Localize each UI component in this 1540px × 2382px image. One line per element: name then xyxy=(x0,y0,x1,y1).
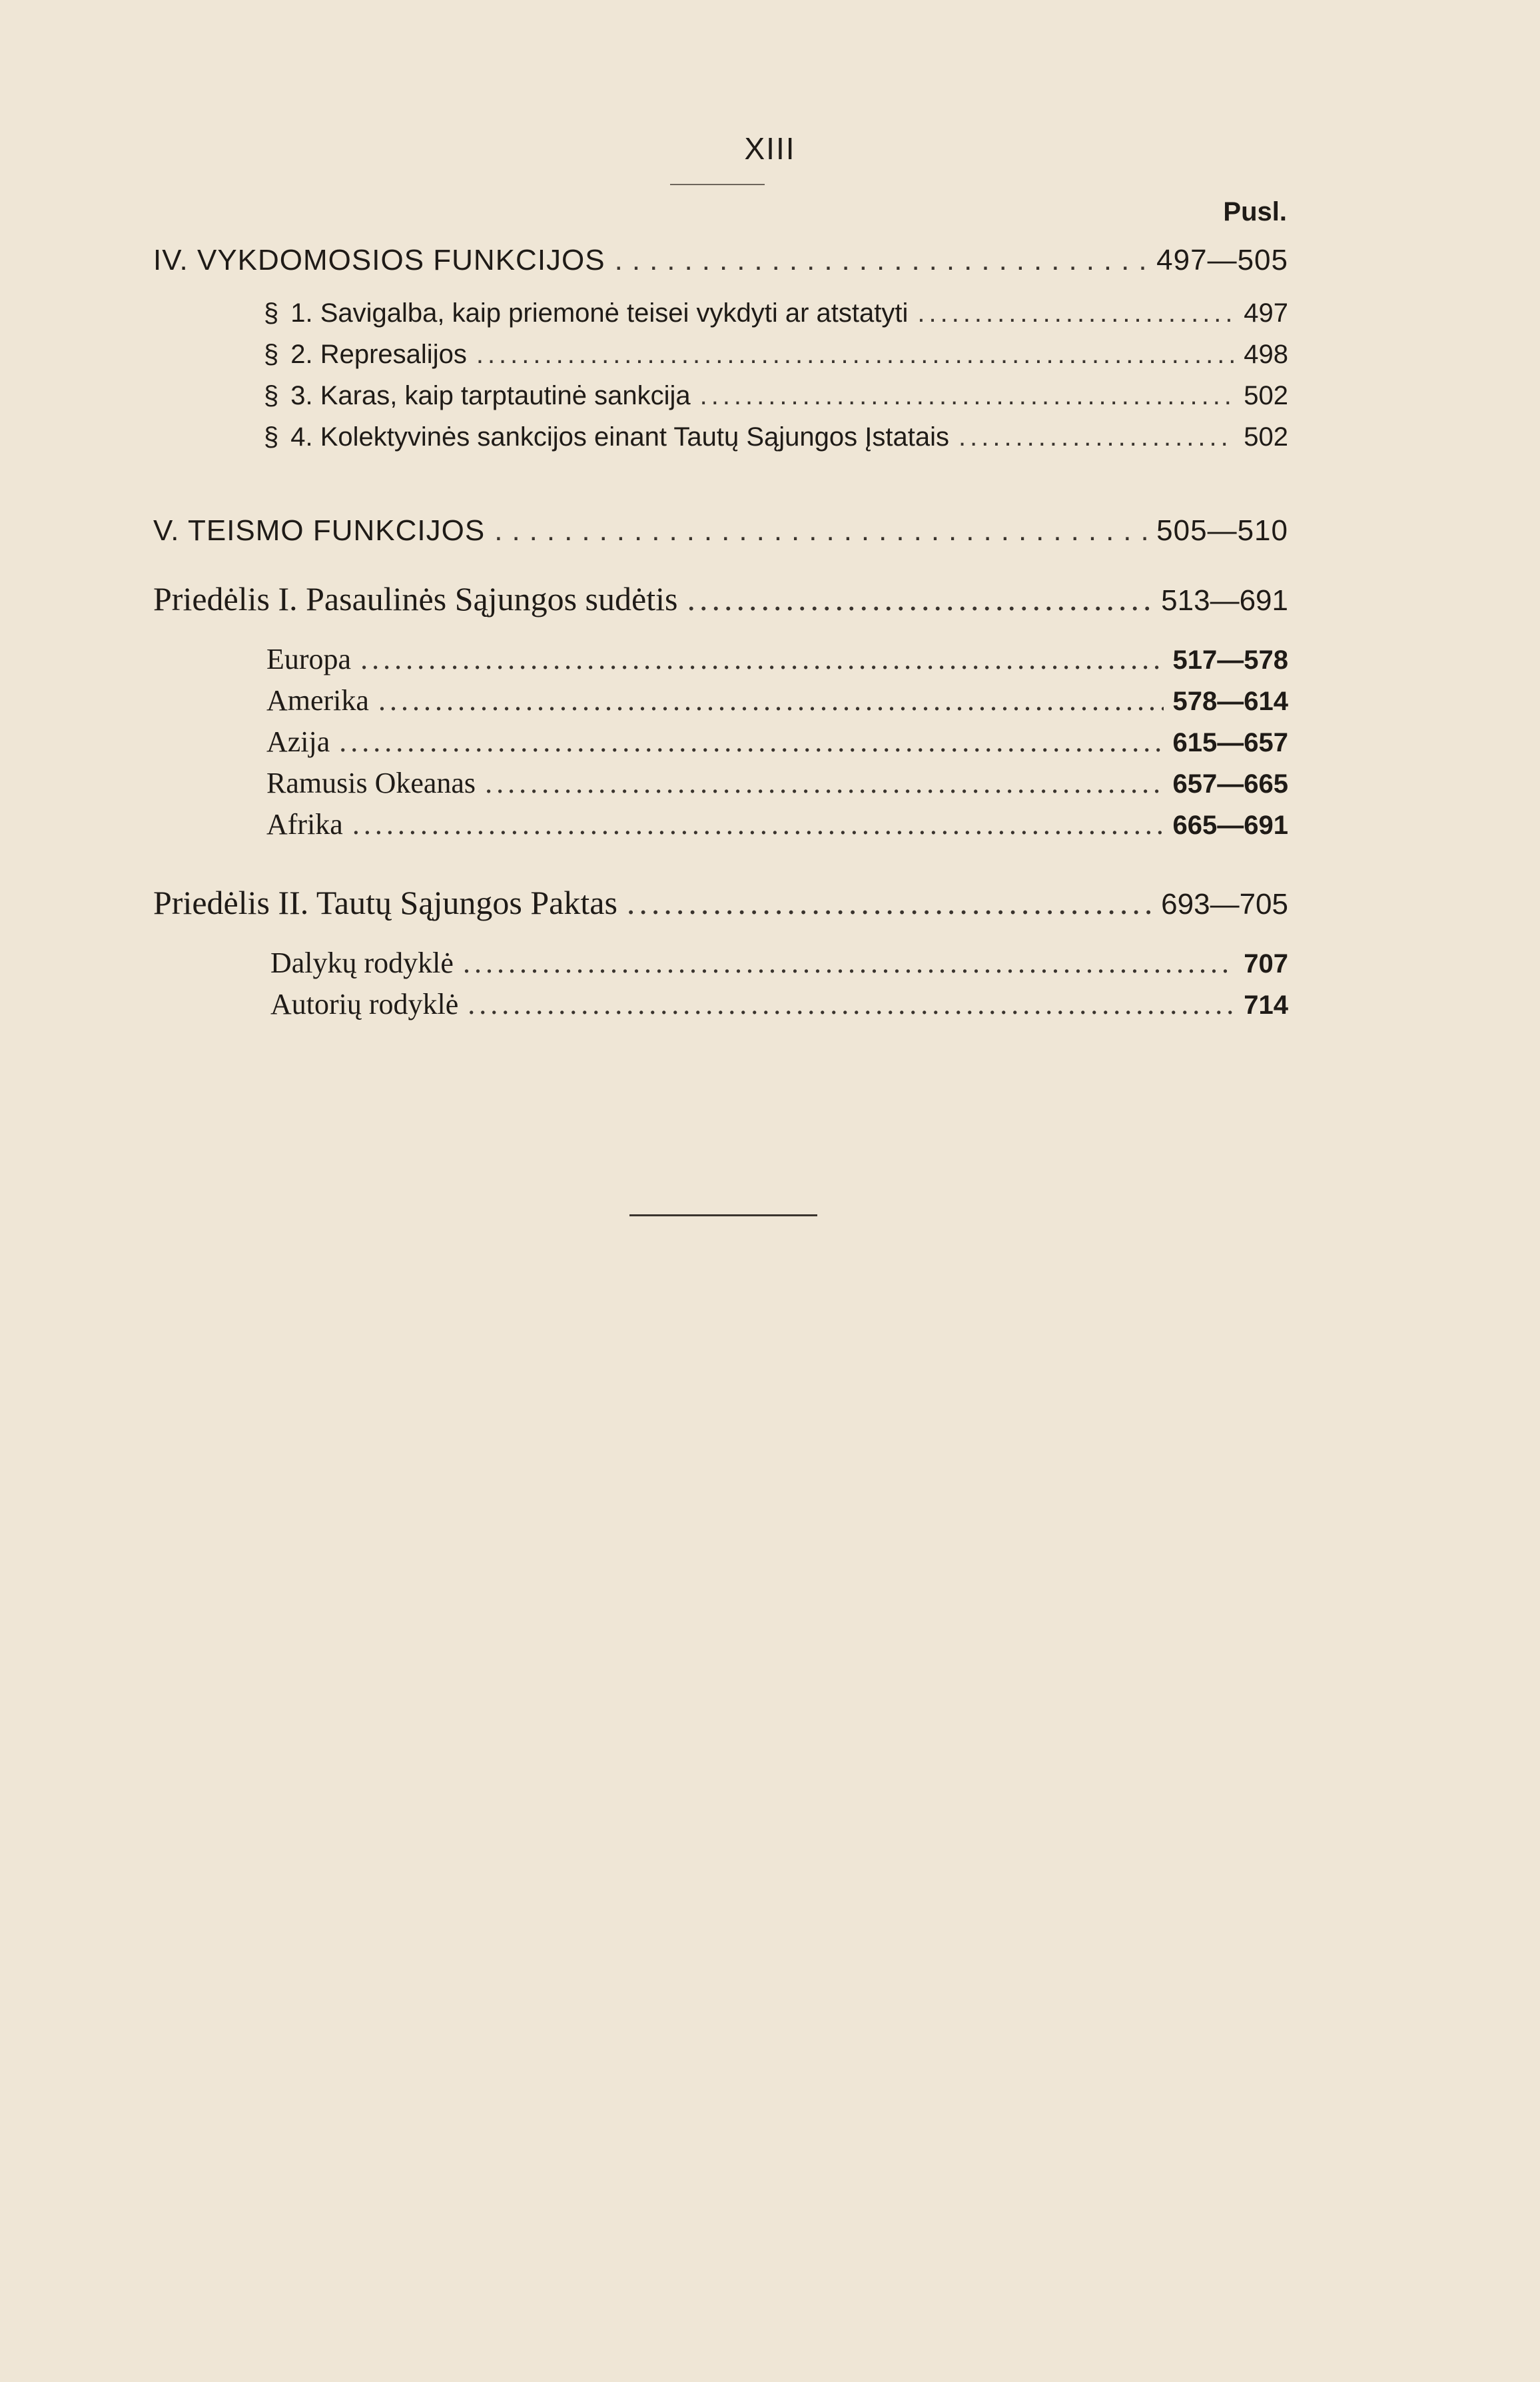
section-sign: § xyxy=(264,298,279,328)
section-title: 1. Savigalba, kaip priemonė teisei vykdyti ar atstatyti xyxy=(290,298,909,328)
toc-entry-pages: 517—578 xyxy=(1172,645,1288,675)
toc-entry-title: Ramusis Okeanas xyxy=(266,767,476,799)
toc-entry-pages: 502 xyxy=(1244,422,1288,452)
toc-entry-title: Amerika xyxy=(266,684,369,717)
toc-section-4[interactable] xyxy=(264,422,1288,452)
toc-region-ramusis-okeanas[interactable] xyxy=(266,766,1288,800)
toc-entry-pages: 657—665 xyxy=(1172,769,1288,799)
toc-entry-title: Priedėlis I. Pasaulinės Sąjungos sudėtis xyxy=(153,580,678,617)
toc-entry-title: Autorių rodyklė xyxy=(270,988,459,1020)
toc-entry-title xyxy=(264,422,949,452)
toc-entry-pages: 578—614 xyxy=(1172,687,1288,716)
toc-appendix-ii[interactable] xyxy=(153,883,1288,922)
toc-author-index[interactable] xyxy=(270,987,1288,1021)
toc-region-amerika[interactable] xyxy=(266,683,1288,717)
header-rule xyxy=(670,184,765,185)
toc-entry-pages: 513—691 xyxy=(1161,584,1288,617)
section-sign: § xyxy=(264,340,279,369)
section-title: 3. Karas, kaip tarptautinė sankcija xyxy=(290,381,691,410)
toc-entry-pages: 497—505 xyxy=(1156,244,1288,276)
toc-section-1[interactable] xyxy=(264,298,1288,328)
dot-leader xyxy=(687,580,1152,618)
toc-entry-pages: 714 xyxy=(1244,991,1288,1020)
dot-leader xyxy=(339,725,1163,759)
section-sign: § xyxy=(264,422,279,452)
toc-entry-pages: 497 xyxy=(1244,298,1288,328)
toc-entry-pages: 665—691 xyxy=(1172,811,1288,840)
toc-entry-title: Dalykų rodyklė xyxy=(270,947,454,979)
toc-entry-title: Azija xyxy=(266,725,330,758)
dot-leader xyxy=(700,381,1235,411)
toc-entry-title: Afrika xyxy=(266,808,343,841)
pages-column-header: Pusl. xyxy=(1223,197,1287,226)
toc-section-3[interactable] xyxy=(264,381,1288,411)
toc-region-azija[interactable] xyxy=(266,725,1288,759)
dot-leader xyxy=(476,340,1234,370)
toc-region-europa[interactable] xyxy=(266,642,1288,676)
toc-section-2[interactable] xyxy=(264,340,1288,370)
dot-leader xyxy=(485,766,1163,800)
dot-leader xyxy=(615,244,1148,277)
toc-region-afrika[interactable] xyxy=(266,807,1288,841)
toc-entry-title: Europa xyxy=(266,643,352,675)
dot-leader xyxy=(352,807,1164,841)
dot-leader xyxy=(463,946,1234,980)
toc-subject-index[interactable] xyxy=(270,946,1288,980)
toc-entry-pages: 505—510 xyxy=(1156,514,1288,547)
toc-entry-pages: 693—705 xyxy=(1161,888,1288,921)
dot-leader xyxy=(468,987,1234,1021)
toc-entry-title: V. TEISMO FUNKCIJOS xyxy=(153,514,486,547)
toc-appendix-i[interactable] xyxy=(153,580,1288,618)
toc-chapter-iv[interactable] xyxy=(153,244,1288,277)
page-number: XIII xyxy=(744,131,796,166)
section-title: 2. Represalijos xyxy=(290,340,467,369)
toc-entry-pages: 707 xyxy=(1244,949,1288,979)
toc-entry-title xyxy=(264,298,908,328)
toc-entry-title xyxy=(264,381,691,411)
toc-entry-pages: 502 xyxy=(1244,381,1288,410)
toc-entry-pages: 615—657 xyxy=(1172,728,1288,757)
section-sign: § xyxy=(264,381,279,410)
dot-leader xyxy=(378,683,1164,717)
toc-entry-title xyxy=(264,340,467,370)
section-title: 4. Kolektyvinės sankcijos einant Tautų Sąjungos Įstatais xyxy=(290,422,949,452)
dot-leader xyxy=(959,422,1234,452)
toc-entry-title: IV. VYKDOMOSIOS FUNKCIJOS xyxy=(153,244,605,276)
toc-entry-title: Priedėlis II. Tautų Sąjungos Paktas xyxy=(153,884,617,921)
dot-leader xyxy=(494,514,1147,548)
dot-leader xyxy=(360,642,1163,676)
closing-rule xyxy=(629,1214,817,1216)
toc-chapter-v[interactable] xyxy=(153,514,1288,548)
dot-leader xyxy=(917,298,1234,328)
toc-entry-pages: 498 xyxy=(1244,340,1288,369)
dot-leader xyxy=(627,883,1152,922)
